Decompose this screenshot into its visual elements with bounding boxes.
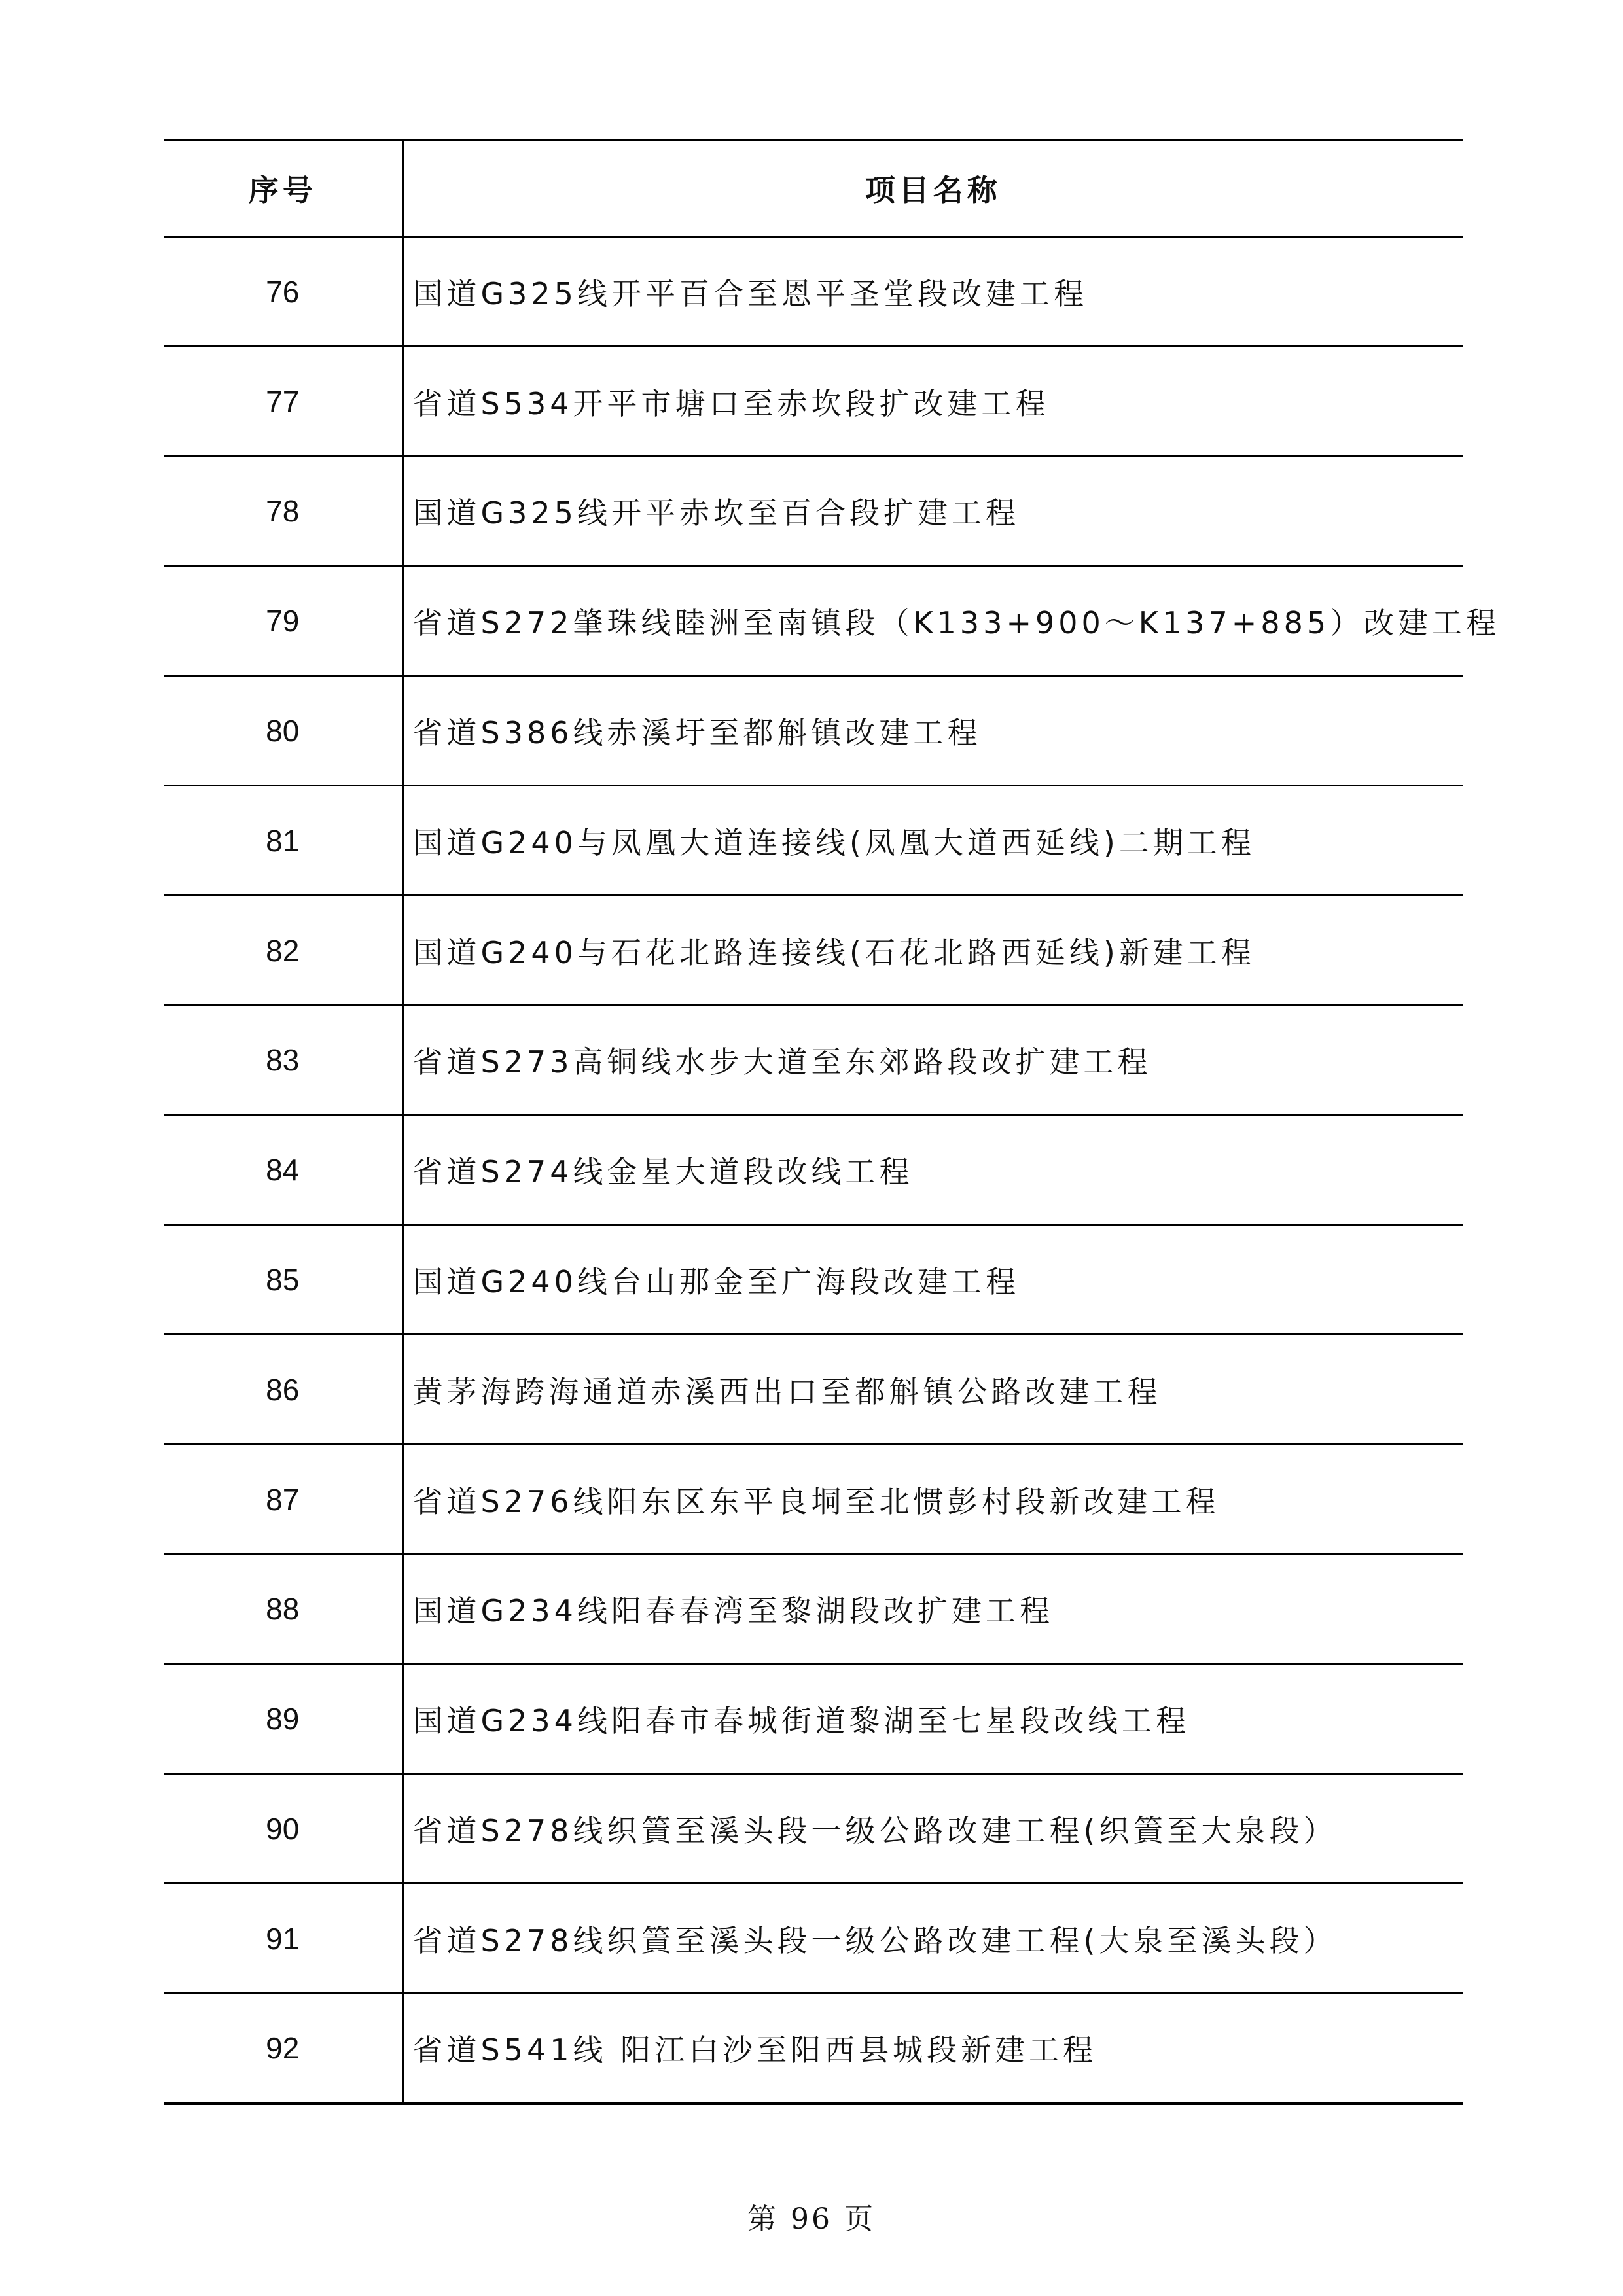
table-row [164,1006,1463,1116]
row-number: 76 [164,237,402,347]
header-serial-number: 序号 [164,140,402,237]
table-row [164,1225,1463,1335]
table-row [164,786,1463,896]
table-row [164,1555,1463,1665]
row-number: 87 [164,1445,402,1555]
row-number: 88 [164,1555,402,1665]
row-number: 77 [164,347,402,457]
table-row [164,1994,1463,2104]
row-project-name: 省道S386线赤溪圩至都斛镇改建工程 [412,715,982,751]
row-project-name: 省道S278线织篢至溪头段一级公路改建工程(织篢至大泉段） [412,1813,1338,1849]
project-table-container [164,139,1501,2105]
row-project-name: 省道S534开平市塘口至赤坎段扩改建工程 [412,385,1050,421]
page-number-footer: 第 96 页 [747,2202,876,2236]
row-project-name: 省道S272肇珠线睦洲至南镇段（K133+900～K137+885）改建工程 [412,605,1501,641]
row-number: 78 [164,457,402,567]
row-number: 79 [164,566,402,676]
table-row [164,1664,1463,1774]
row-number: 92 [164,1994,402,2104]
row-number: 89 [164,1664,402,1774]
table-row [164,1115,1463,1225]
row-number: 90 [164,1774,402,1884]
row-number: 82 [164,896,402,1006]
table-row [164,1445,1463,1555]
table-header-row [164,140,1463,237]
row-project-name: 省道S278线织篢至溪头段一级公路改建工程(大泉至溪头段） [412,1922,1338,1958]
table-row [164,676,1463,786]
table-row [164,1884,1463,1994]
row-project-name: 国道G234线阳春市春城街道黎湖至七星段改线工程 [412,1703,1190,1739]
table-body [164,237,1501,2104]
table-row [164,457,1463,567]
row-project-name: 省道S273高铜线水步大道至东郊路段改扩建工程 [412,1044,1152,1080]
row-project-name: 国道G240与凤凰大道连接线(凤凰大道西延线)二期工程 [412,824,1255,860]
row-project-name: 黄茅海跨海通道赤溪西出口至都斛镇公路改建工程 [412,1373,1162,1409]
row-number: 80 [164,676,402,786]
row-project-name: 国道G325线开平赤坎至百合段扩建工程 [412,495,1020,531]
row-project-name: 国道G234线阳春春湾至黎湖段改扩建工程 [412,1593,1054,1629]
row-number: 81 [164,786,402,896]
row-project-name: 国道G240线台山那金至广海段改建工程 [412,1264,1020,1300]
table-row [164,1774,1463,1884]
row-project-name: 省道S276线阳东区东平良垌至北惯彭村段新改建工程 [412,1483,1220,1519]
row-project-name: 省道S541线 阳江白沙至阳西县城段新建工程 [412,2032,1097,2068]
project-table [164,139,1501,2105]
table-row [164,347,1463,457]
row-number: 86 [164,1335,402,1445]
row-number: 83 [164,1006,402,1116]
row-project-name: 国道G240与石花北路连接线(石花北路西延线)新建工程 [412,934,1255,970]
table-row [164,896,1463,1006]
row-number: 91 [164,1884,402,1994]
header-project-name: 项目名称 [865,173,1001,209]
row-project-name: 省道S274线金星大道段改线工程 [412,1154,914,1190]
row-project-name: 国道G325线开平百合至恩平圣堂段改建工程 [412,275,1088,311]
row-number: 85 [164,1225,402,1335]
table-row [164,566,1463,676]
table-row [164,1335,1463,1445]
row-number: 84 [164,1115,402,1225]
table-row [164,237,1463,347]
